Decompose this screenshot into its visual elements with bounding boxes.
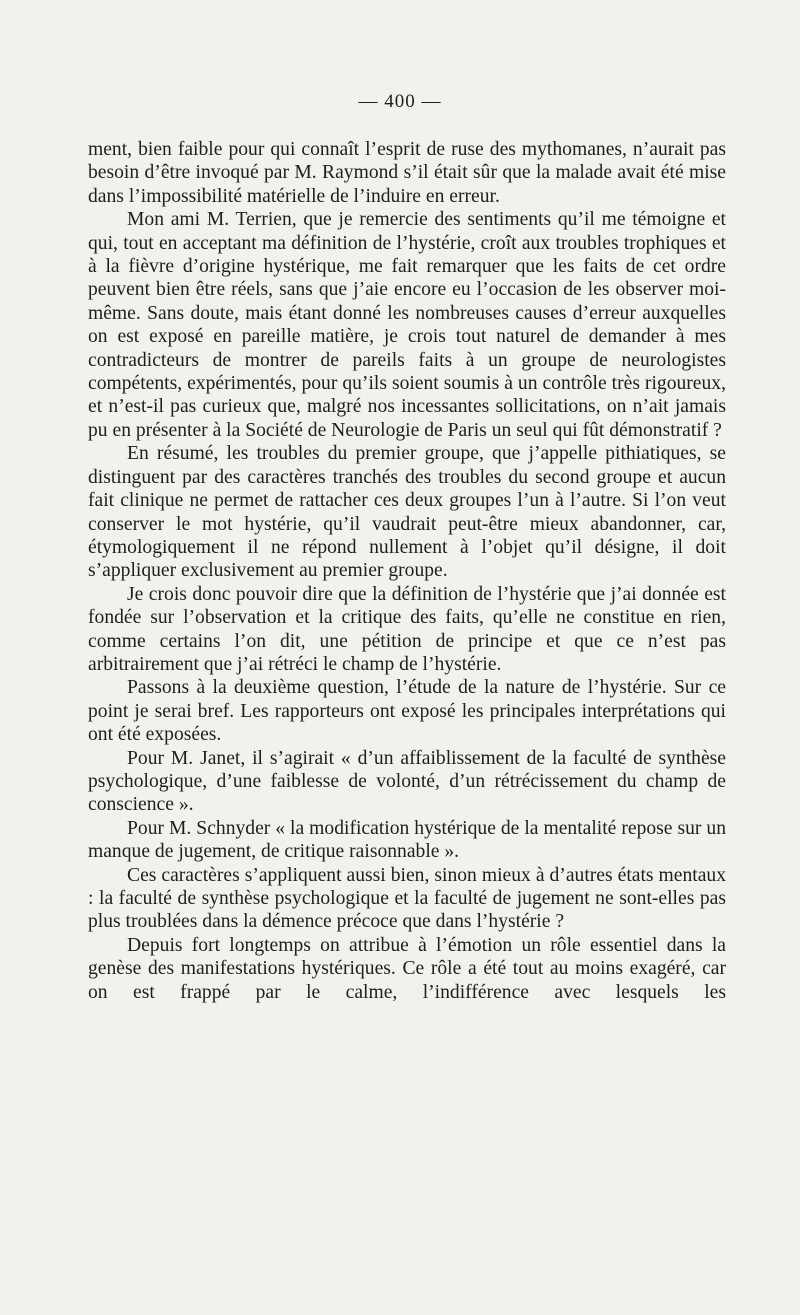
paragraph-janet: Pour M. Janet, il s’agirait « d’un affaiblissement de la faculté de synthèse psychologique, d’une faiblesse de volonté, d’un rétrécissement du champ de conscience ». — [88, 747, 726, 816]
paragraph-terrien: Mon ami M. Terrien, que je remercie des sentiments qu’il me témoigne et qui, tout en acceptant ma définition de l’hystérie, croît aux troubles trophiques et à la fièvre d’origine hystérique, me fait remarquer que les faits de cet ordre peuvent bien être réels, sans que j’aie encore eu l’occasion de les observer moi-même. Sans doute, mais étant donné les nombreuses causes d’erreur auxquelles on est exposé en pareille matière, je crois tout naturel de demander à mes contradicteurs de montrer de pareils faits à un groupe de neurologistes compétents, expérimentés, pour qu’ils soient soumis à un contrôle très rigoureux, et n’est-il pas curieux que, malgré nos incessantes sollicitations, on n’ait jamais pu en présenter à la Société de Neurologie de Paris un seul qui fût démonstratif ? — [88, 209, 726, 441]
paragraph-definition: Je crois donc pouvoir dire que la définition de l’hystérie que j’ai donnée est fondée sur l’observation et la critique des faits, qu’elle ne constitue en rien, comme certains l’on dit, une pétition de principe et que ce n’est pas arbitrairement que j’ai rétréci le champ de l’hystérie. — [88, 583, 726, 675]
paragraph-deuxieme-question: Passons à la deuxième question, l’étude de la nature de l’hystérie. Sur ce point je serai bref. Les rapporteurs ont exposé les principales interprétations qui ont été exposées. — [88, 677, 726, 746]
paragraph-resume: En résumé, les troubles du premier groupe, que j’appelle pithiatiques, se distinguent par des caractères tranchés des troubles du second groupe et aucun fait clinique ne permet de rattacher ces deux groupes l’un à l’autre. Si l’on veut conserver le mot hystérie, qu’il vaudrait peut-être mieux abandonner, car, étymologiquement il ne répond nullement à l’objet qu’il désigne, il doit s’appliquer exclusivement au premier groupe. — [88, 443, 726, 582]
paragraph-emotion: Depuis fort longtemps on attribue à l’émotion un rôle essentiel dans la genèse des manifestations hystériques. Ce rôle a été tout au moins exagéré, car on est frappé par le calme, l’indifférence avec lesquels les — [88, 934, 726, 1003]
body-text — [88, 138, 726, 1004]
paragraph-continuation: ment, bien faible pour qui connaît l’esprit de ruse des mythomanes, n’aurait pas besoin d’être invoqué par M. Raymond s’il était sûr que la malade avait été mise dans l’impossibilité matérielle de l’induire en erreur. — [88, 139, 726, 207]
page-number: — 400 — — [358, 91, 442, 112]
paragraph-caracteres: Ces caractères s’appliquent aussi bien, sinon mieux à d’autres états mentaux : la faculté de synthèse psychologique et la faculté de jugement ne sont-elles pas plus troublées dans la démence précoce que dans l’hystérie ? — [88, 864, 726, 933]
paragraph-schnyder: Pour M. Schnyder « la modification hystérique de la mentalité repose sur un manque de jugement, de critique raisonnable ». — [88, 817, 726, 863]
